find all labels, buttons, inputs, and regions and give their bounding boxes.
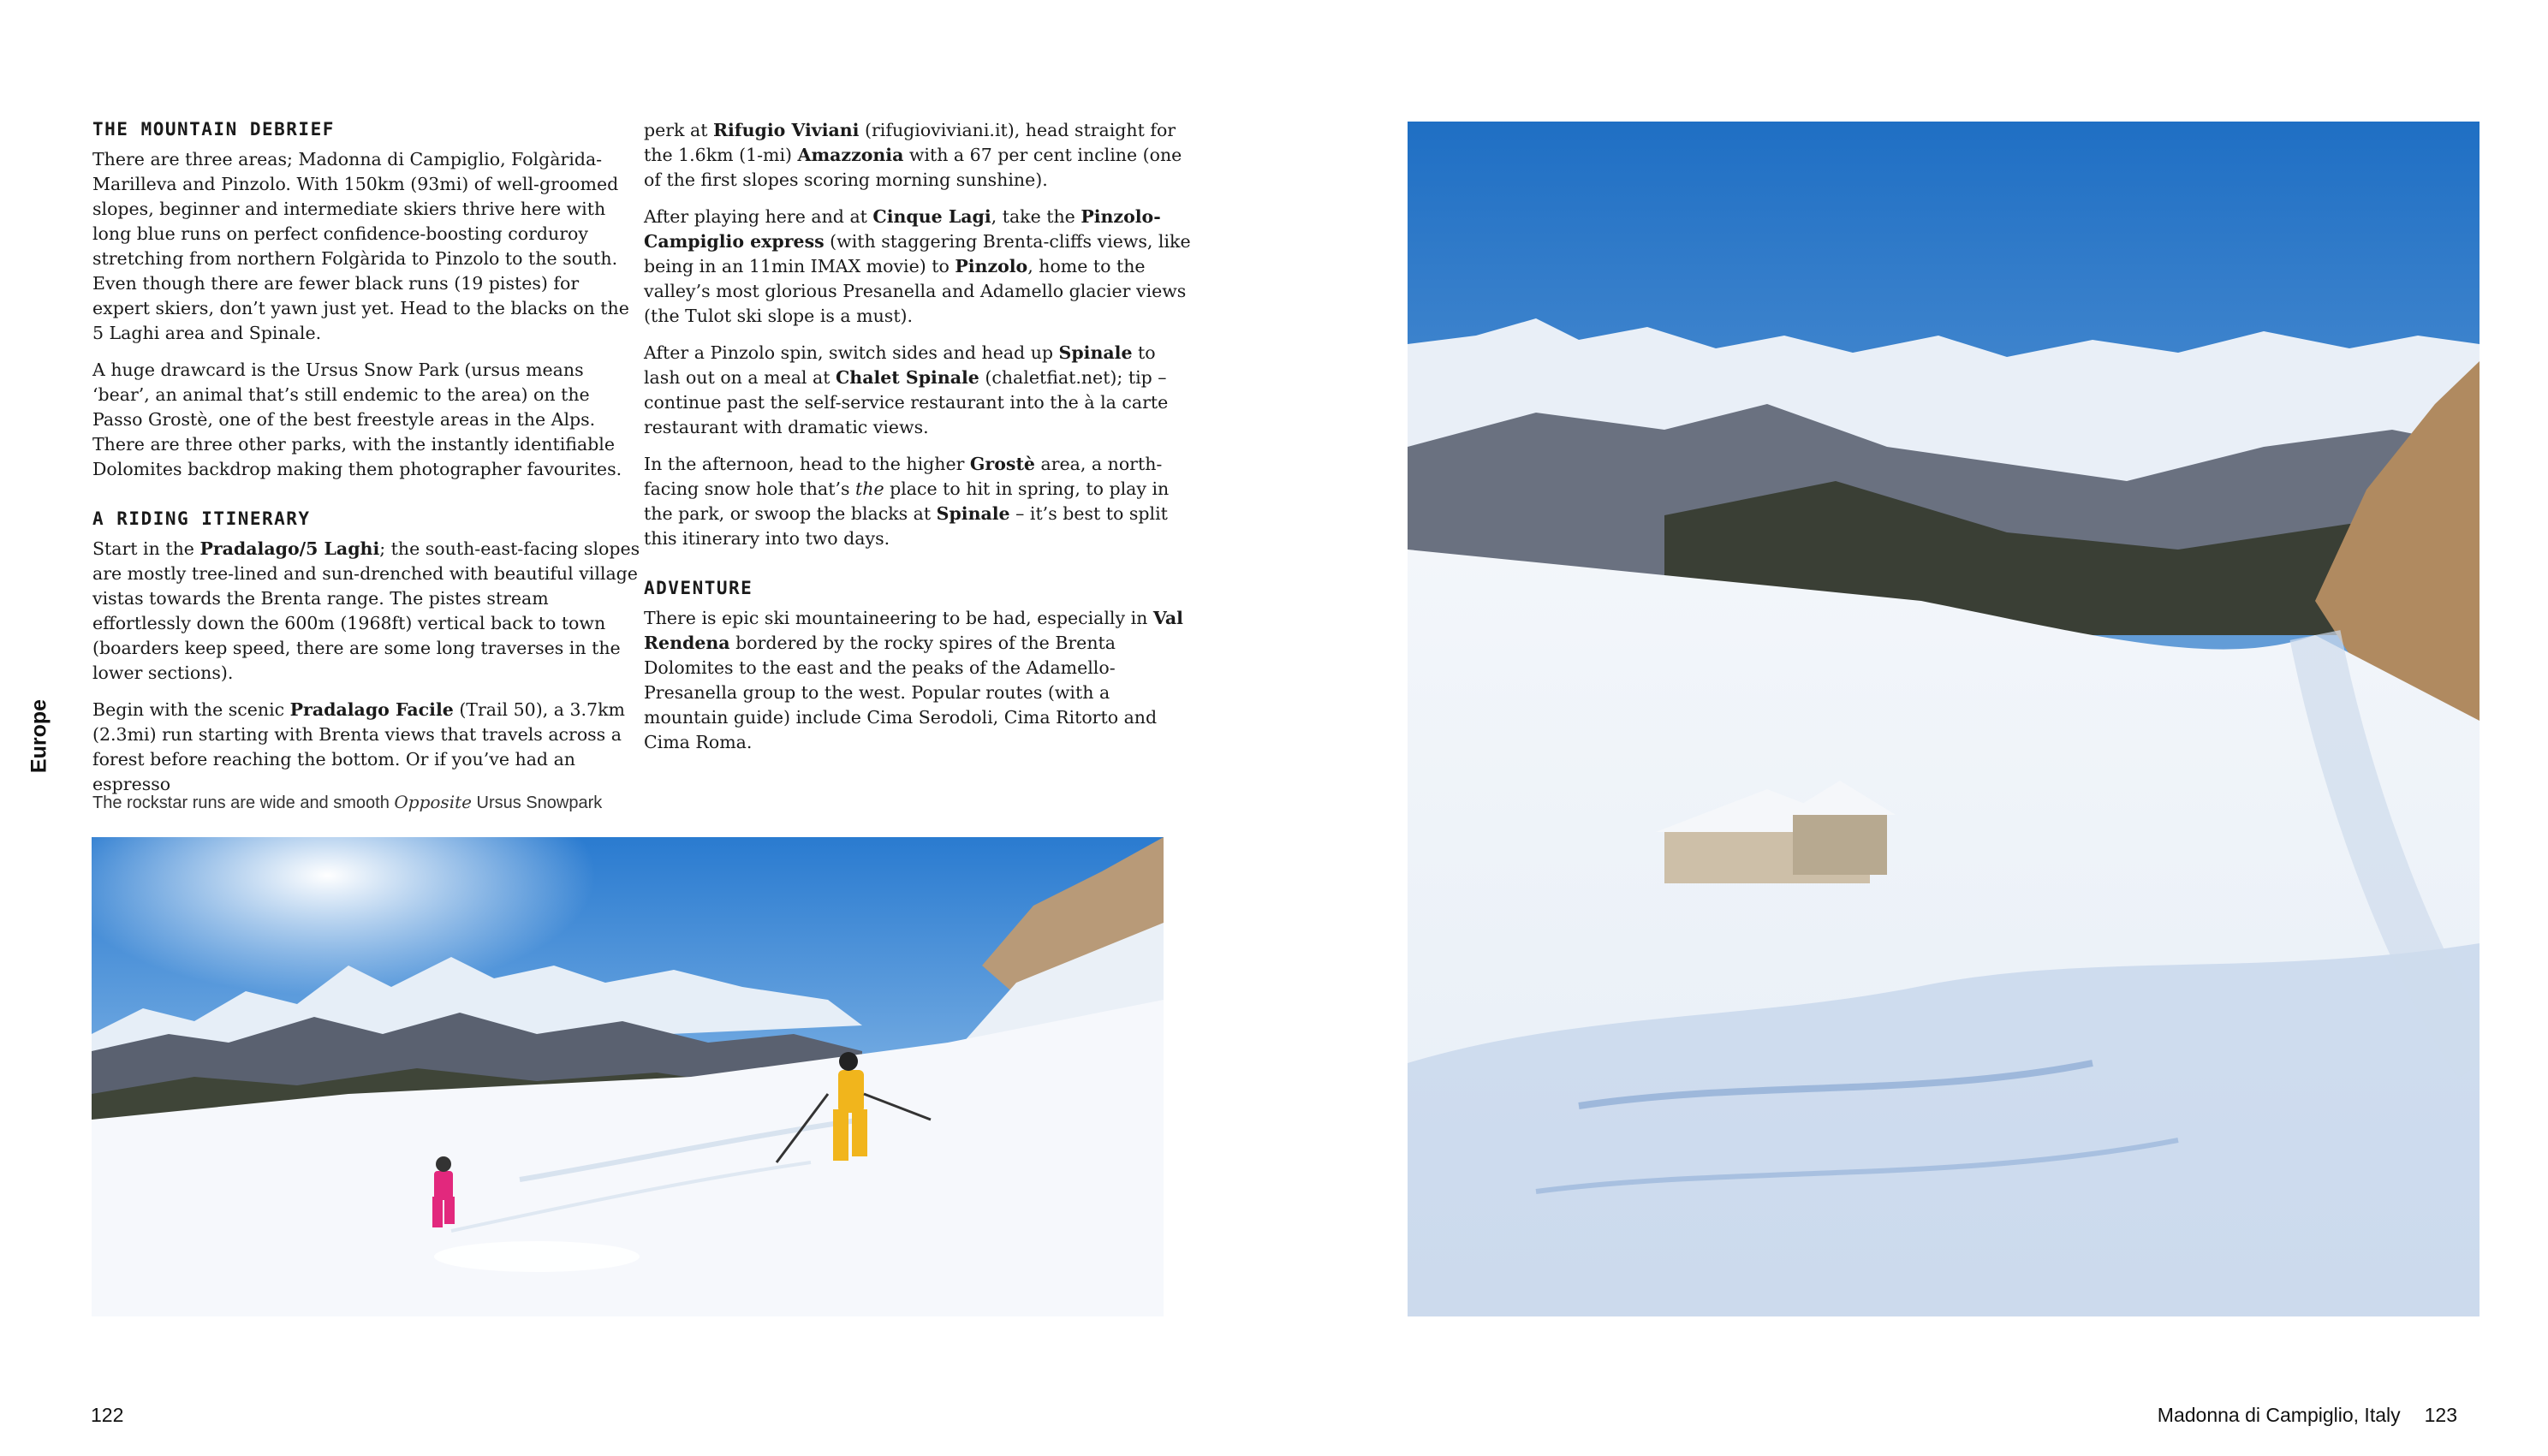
- paragraph: perk at Rifugio Viviani (rifugioviviani.it), head straight for the 1.6km (1-mi) Amazzonia with a 67 per cent incline (one of the first slopes scoring morning sunshine).: [644, 120, 1182, 190]
- page-number: 123: [2424, 1404, 2457, 1426]
- paragraph: After playing here and at Cinque Lagi, take the Pinzolo-Campiglio express (with staggering Brenta-cliffs views, like being in an 11min IMAX movie) to Pinzolo, home to the valley’s most glorious Presanella and Adamello glacier views (the Tulot ski slope is a must).: [644, 206, 1191, 326]
- paragraph: Begin with the scenic Pradalago Facile (Trail 50), a 3.7km (2.3mi) run starting with Brenta views that travels across a forest before reaching the bottom. Or if you’ve had an espresso: [92, 699, 625, 794]
- right-page: [1274, 0, 2548, 1456]
- skiers-photo: [92, 837, 1164, 1316]
- section-heading-adventure: ADVENTURE: [644, 578, 753, 598]
- paragraph: There is epic ski mountaineering to be had, especially in Val Rendena bordered by the rocky spires of the Brenta Dolomites to the east and the peaks of the Adamello-Presanella group to the west. Popular routes (with a mountain guide) include Cima Serodoli, Cima Ritorto and Cima Roma.: [644, 608, 1183, 752]
- paragraph: In the afternoon, head to the higher Grostè area, a north-facing snow hole that’s the place to hit in spring, to play in the park, or swoop the blacks at Spinale – it’s best to split this itinerary into two days.: [644, 454, 1170, 549]
- section-heading-mountain-debrief: THE MOUNTAIN DEBRIEF: [92, 119, 335, 140]
- paragraph: There are three areas; Madonna di Campiglio, Folgàrida-Marilleva and Pinzolo. With 150km (93mi) of well-groomed slopes, beginner and intermediate skiers thrive here with long blue runs on perfect confidence-boosting corduroy stretching from northern Folgàrida to Pinzolo to the south. Even though there are fewer black runs (19 pistes) for expert skiers, don’t yawn just yet. Head to the blacks on the 5 Laghi area and Spinale.: [92, 149, 629, 343]
- page-number: 122: [91, 1404, 124, 1426]
- photo-caption: The rockstar runs are wide and smooth Opposite Ursus Snowpark: [92, 792, 603, 812]
- page-footer: [2158, 1404, 2457, 1427]
- aerial-ski-resort-photo: [1408, 122, 2480, 1316]
- location-label: Madonna di Campiglio, Italy: [2157, 1404, 2401, 1426]
- paragraph: A huge drawcard is the Ursus Snow Park (ursus means ‘bear’, an animal that’s still endemic to the area) on the Passo Grostè, one of the best freestyle areas in the Alps. There are three other parks, with the instantly identifiable Dolomites backdrop making them photographer favourites.: [92, 360, 622, 479]
- section-tab-label: Europe: [27, 698, 51, 774]
- paragraph: Start in the Pradalago/5 Laghi; the south-east-facing slopes are mostly tree-lined and sun-drenched with beautiful village vistas towards the Brenta range. The pistes stream effortlessly down the 600m (1968ft) vertical back to town (boarders keep speed, there are some long traverses in the lower sections).: [92, 538, 640, 683]
- paragraph: After a Pinzolo spin, switch sides and head up Spinale to lash out on a meal at Chalet Spinale (chaletfiat.net); tip – continue past the self-service restaurant into the à la carte restaurant with dramatic views.: [644, 342, 1169, 437]
- text-column-2: [644, 118, 1192, 767]
- text-column-1: [92, 118, 640, 809]
- section-heading-riding-itinerary: A RIDING ITINERARY: [92, 508, 311, 529]
